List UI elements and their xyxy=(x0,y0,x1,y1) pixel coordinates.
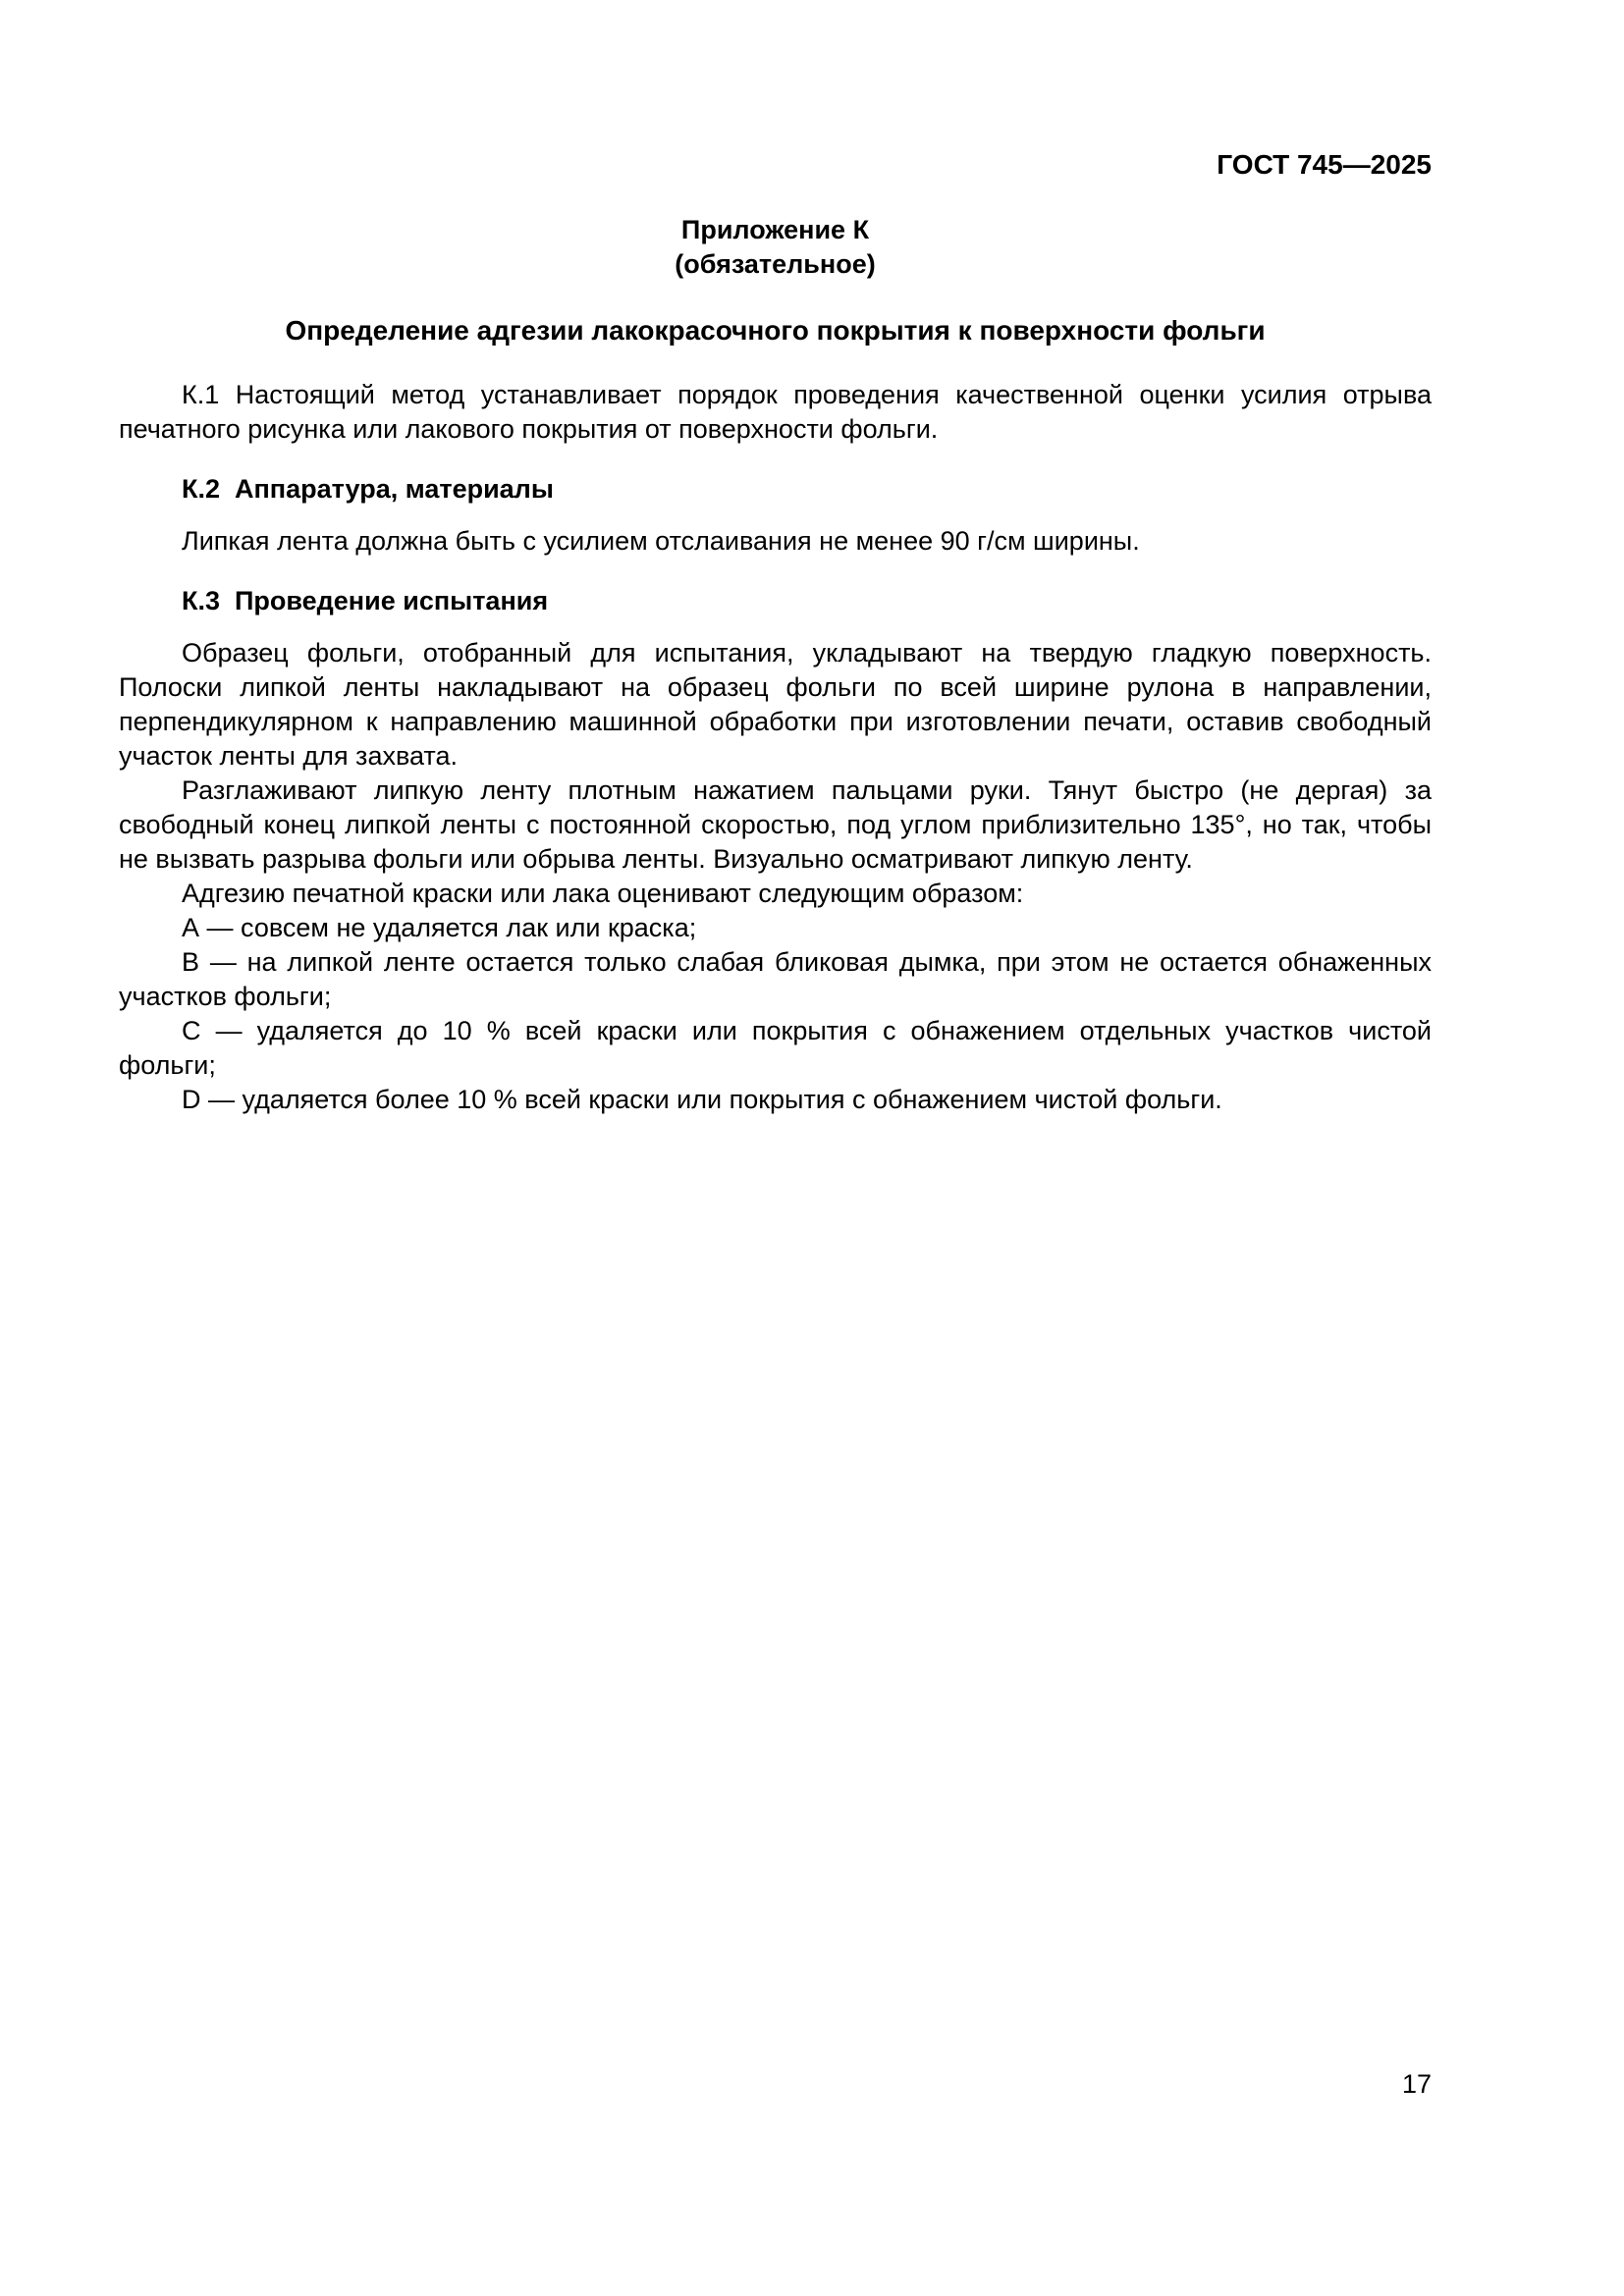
paragraph-k3-3: Адгезию печатной краски или лака оценивают следующим образом: xyxy=(182,879,1024,908)
paragraph-k2: Липкая лента должна быть с усилием отслаивания не менее 90 г/см ширины. xyxy=(182,526,1140,556)
heading-k3: К.3 Проведение испытания xyxy=(182,586,549,615)
appendix-name: Приложение К xyxy=(680,215,870,244)
paragraph-k1: К.1 Настоящий метод устанавливает порядок проведения качественной оценки усилия отрыва печатного рисунка или лакового покрытия от поверхности фольги. xyxy=(119,380,1432,444)
list-item-b: В — на липкой ленте остается только слабая бликовая дымка, при этом не остается обнаженных участков фольги; xyxy=(119,947,1432,1011)
appendix-title: Определение адгезии лакокрасочного покрытия к поверхности фольги xyxy=(285,315,1266,346)
list-item-a: А — совсем не удаляется лак или краска; xyxy=(182,913,697,942)
heading-k2: К.2 Аппаратура, материалы xyxy=(182,474,554,504)
appendix-kind: (обязательное) xyxy=(675,249,876,279)
page-number: 17 xyxy=(1401,2069,1432,2099)
paragraph-k3-1: Образец фольги, отобранный для испытания, укладывают на твердую гладкую поверхность. Полоски липкой ленты накладывают на образец фольги по всей ширине рулона в направлении, перпендикулярном к направлению машинной обработки при изготовлении печати, оставив свободный участок ленты для захвата. xyxy=(119,638,1432,771)
list-item-d: D — удаляется более 10 % всей краски или покрытия с обнажением чистой фольги. xyxy=(182,1085,1222,1114)
list-item-c: С — удаляется до 10 % всей краски или покрытия с обнажением отдельных участков чистой фольги; xyxy=(119,1016,1432,1080)
paragraph-k3-2: Разглаживают липкую ленту плотным нажатием пальцами руки. Тянут быстро (не дергая) за свободный конец липкой ленты с постоянной скоростью, под углом приблизительно 135°, но так, чтобы не вызвать разрыва фольги или обрыва ленты. Визуально осматривают липкую ленту. xyxy=(119,775,1432,874)
doc-code: ГОСТ 745—2025 xyxy=(1217,149,1432,180)
